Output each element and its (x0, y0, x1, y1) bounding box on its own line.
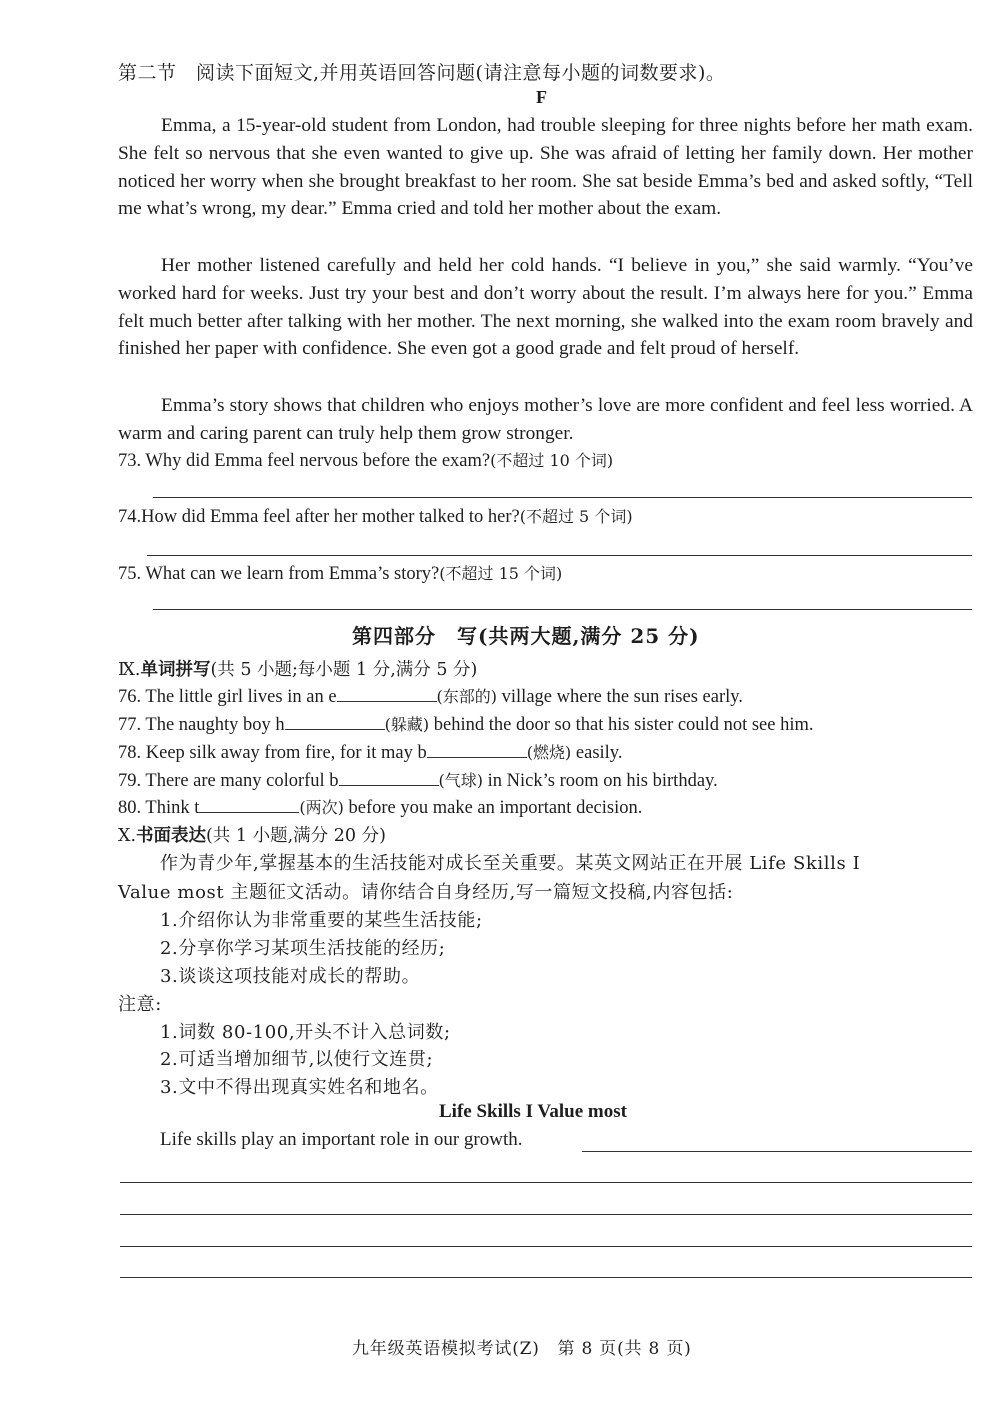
question-text: 74.How did Emma feel after her mother talked to her? (118, 507, 520, 527)
spelling-item-78 (118, 739, 622, 764)
item-prompt: 77. The naughty boy h (118, 715, 285, 735)
item-prompt: 80. Think t (118, 798, 200, 818)
answer-line-73[interactable] (153, 497, 972, 498)
writing-point-1: 1.介绍你认为非常重要的某些生活技能; (160, 910, 483, 931)
spelling-item-77 (118, 711, 814, 736)
item-rest: village where the sun rises early. (497, 687, 743, 707)
answer-blank[interactable] (339, 767, 439, 786)
essay-title: Life Skills I Value most (439, 1101, 627, 1122)
question-word-limit: (不超过 5 个词) (519, 507, 633, 526)
chinese-hint: (东部的) (436, 687, 498, 706)
heading-scoring: (共 1 小题,满分 20 分) (206, 826, 386, 846)
part-four-title: 第四部分 写(共两大题,满分 25 分) (352, 624, 700, 648)
writing-intro-line-2: Value most 主题征文活动。请你结合自身经历,写一篇短文投稿,内容包括: (118, 882, 734, 903)
item-prompt: 76. The little girl lives in an e (118, 687, 337, 707)
question-word-limit: (不超过 10 个词) (490, 451, 614, 470)
essay-line-3[interactable] (120, 1214, 972, 1215)
answer-line-74[interactable] (147, 555, 972, 556)
essay-line-4[interactable] (120, 1246, 972, 1247)
answer-blank[interactable] (199, 794, 299, 813)
essay-line-5[interactable] (120, 1277, 972, 1278)
spelling-item-80 (118, 794, 642, 819)
answer-line-75[interactable] (153, 609, 972, 610)
notice-3: 3.文中不得出现真实姓名和地名。 (160, 1077, 439, 1098)
essay-line-1[interactable] (582, 1151, 972, 1152)
notice-label: 注意: (118, 994, 162, 1015)
passage-paragraph-1: Emma, a 15-year-old student from London, had trouble sleeping for three nights before her math exam. She felt so nervous that she even wanted to give up. She was afraid of letting her family down. Her mother noticed her worry when she brought breakfast to her room. She sat beside Emma’s bed and asked softly, “Tell me what’s wrong, my dear.” Emma cried and told her mother about the exam. (118, 115, 973, 220)
writing-point-3: 3.谈谈这项技能对成长的帮助。 (160, 966, 421, 987)
section-heading: 第二节 阅读下面短文,并用英语回答问题(请注意每小题的词数要求)。 (118, 62, 726, 84)
chinese-hint: (躲藏) (384, 715, 430, 734)
question-text: 75. What can we learn from Emma’s story? (118, 564, 440, 584)
heading-number: Ⅹ. (118, 826, 137, 846)
question-75 (118, 561, 562, 585)
answer-blank[interactable] (285, 711, 385, 730)
question-73 (118, 448, 613, 472)
question-text: 73. Why did Emma feel nervous before the exam? (118, 451, 491, 471)
answer-blank[interactable] (427, 739, 527, 758)
answer-blank[interactable] (337, 683, 437, 702)
item-rest: in Nick’s room on his birthday. (483, 771, 718, 791)
writing-point-2: 2.分享你学习某项生活技能的经历; (160, 938, 446, 959)
essay-line-2[interactable] (120, 1182, 972, 1183)
chinese-hint: (气球) (438, 771, 484, 790)
item-prompt: 79. There are many colorful b (118, 771, 339, 791)
spelling-item-79 (118, 767, 718, 792)
chinese-hint: (燃烧) (526, 743, 572, 762)
passage-label: F (536, 87, 547, 107)
writing-intro-line-1: 作为青少年,掌握基本的生活技能对成长至关重要。某英文网站正在开展 Life Skills I (160, 853, 861, 874)
essay-opening-sentence: Life skills play an important role in our growth. (160, 1129, 523, 1150)
question-word-limit: (不超过 15 个词) (439, 564, 563, 583)
writing-heading (118, 822, 386, 847)
item-rest: easily. (571, 743, 623, 763)
chinese-hint: (两次) (299, 798, 344, 817)
passage-paragraph-2: Her mother listened carefully and held her cold hands. “I believe in you,” she said warmly. “You’ve worked hard for weeks. Just try your best and don’t worry about the result. I’m always here for you.” Emma felt much better after talking with her mother. The next morning, she walked into the exam room bravely and finished her paper with confidence. She even got a good grade and felt proud of herself. (118, 255, 973, 360)
spelling-item-76 (118, 683, 743, 708)
spelling-heading (118, 656, 477, 681)
item-rest: behind the door so that his sister could not see him. (429, 715, 814, 735)
heading-title: 书面表达 (136, 826, 207, 846)
heading-number: Ⅸ. (118, 660, 141, 680)
heading-title: 单词拼写 (140, 660, 211, 680)
notice-2: 2.可适当增加细节,以使行文连贯; (160, 1049, 434, 1070)
passage-paragraph-3: Emma’s story shows that children who enjoys mother’s love are more confident and feel less worried. A warm and caring parent can truly help them grow stronger. (118, 395, 973, 444)
notice-1: 1.词数 80-100,开头不计入总词数; (160, 1022, 451, 1043)
item-prompt: 78. Keep silk away from fire, for it may b (118, 743, 427, 763)
heading-scoring: (共 5 小题;每小题 1 分,满分 5 分) (210, 660, 478, 680)
question-74 (118, 504, 633, 528)
item-rest: before you make an important decision. (343, 798, 643, 818)
page-footer: 九年级英语模拟考试(Z) 第 8 页(共 8 页) (352, 1339, 692, 1359)
